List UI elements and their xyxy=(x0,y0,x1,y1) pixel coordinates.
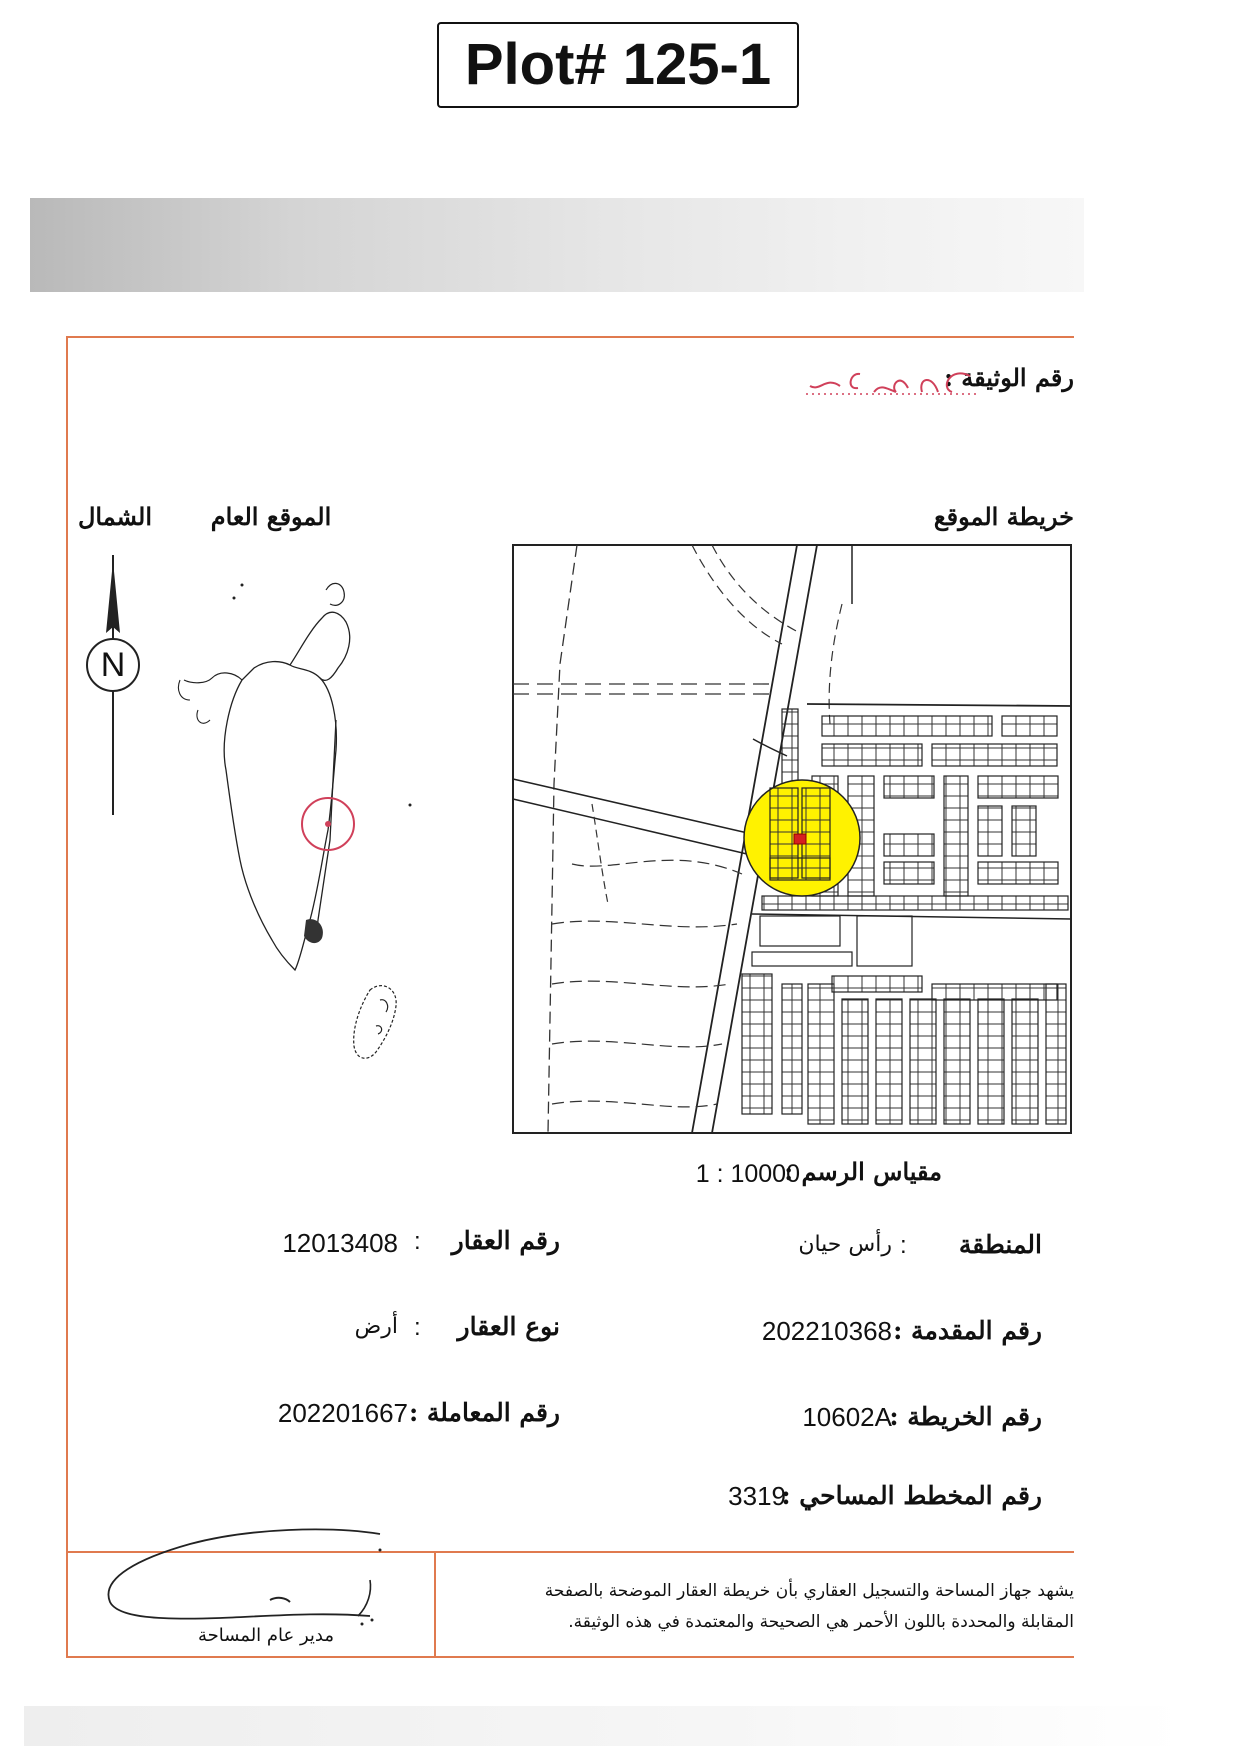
property-type-separator: : xyxy=(414,1314,421,1341)
map-number-label: رقم الخريطة : xyxy=(889,1402,1042,1431)
certification-line-1: يشهد جهاز المساحة والتسجيل العقاري بأن خريطة العقار الموضحة بالصفحة xyxy=(544,1581,1074,1601)
frame-top-border xyxy=(66,336,1074,338)
scale-label: مقياس الرسم : xyxy=(784,1157,942,1186)
scan-shading-bottom xyxy=(24,1706,1184,1746)
north-arrow xyxy=(80,555,146,815)
site-map xyxy=(512,544,1072,1134)
area-label: المنطقة xyxy=(958,1230,1042,1259)
general-location-label: الموقع العام xyxy=(210,502,332,531)
general-location-map xyxy=(150,560,450,1100)
area-value: رأس حيان xyxy=(798,1232,892,1257)
plot-title: Plot# 125-1 xyxy=(437,22,799,108)
survey-plan-number-value: 3319 xyxy=(728,1481,786,1511)
scan-shading-band xyxy=(30,198,1084,292)
map-number-value: 10602A xyxy=(802,1402,892,1432)
frame-footer-vertical-divider xyxy=(434,1551,436,1658)
transaction-number-label: رقم المعاملة : xyxy=(408,1398,560,1427)
certification-line-2: المقابلة والمحددة باللون الأحمر هي الصحيحة والمعتمدة في هذه الوثيقة. xyxy=(568,1612,1074,1632)
application-number-value: 202210368 xyxy=(761,1316,892,1346)
frame-bottom-border xyxy=(66,1656,1074,1658)
signature-title: مدير عام المساحة xyxy=(197,1625,335,1646)
transaction-number-value: 202201667 xyxy=(277,1398,408,1428)
signature xyxy=(100,1520,400,1630)
property-number-value: 12013408 xyxy=(282,1228,398,1258)
site-map-label: خريطة الموقع xyxy=(933,502,1074,531)
north-n-icon: N xyxy=(100,646,126,684)
property-number-separator: : xyxy=(414,1228,421,1255)
application-number-label: رقم المقدمة : xyxy=(893,1316,1042,1345)
area-separator: : xyxy=(900,1232,907,1259)
property-number-label: رقم العقار xyxy=(451,1226,560,1255)
property-type-label: نوع العقار xyxy=(457,1312,560,1341)
property-type-value: أرض xyxy=(354,1314,398,1339)
doc-number-handwritten xyxy=(800,358,980,402)
north-label: الشمال xyxy=(77,502,152,531)
certification-text xyxy=(478,1576,1074,1638)
scale-value: 1 : 10000 xyxy=(695,1160,800,1188)
frame-left-border xyxy=(66,336,68,1658)
doc-number-label: رقم الوثيقة : xyxy=(944,363,1074,392)
survey-plan-number-label: رقم المخطط المساحي : xyxy=(781,1481,1042,1510)
